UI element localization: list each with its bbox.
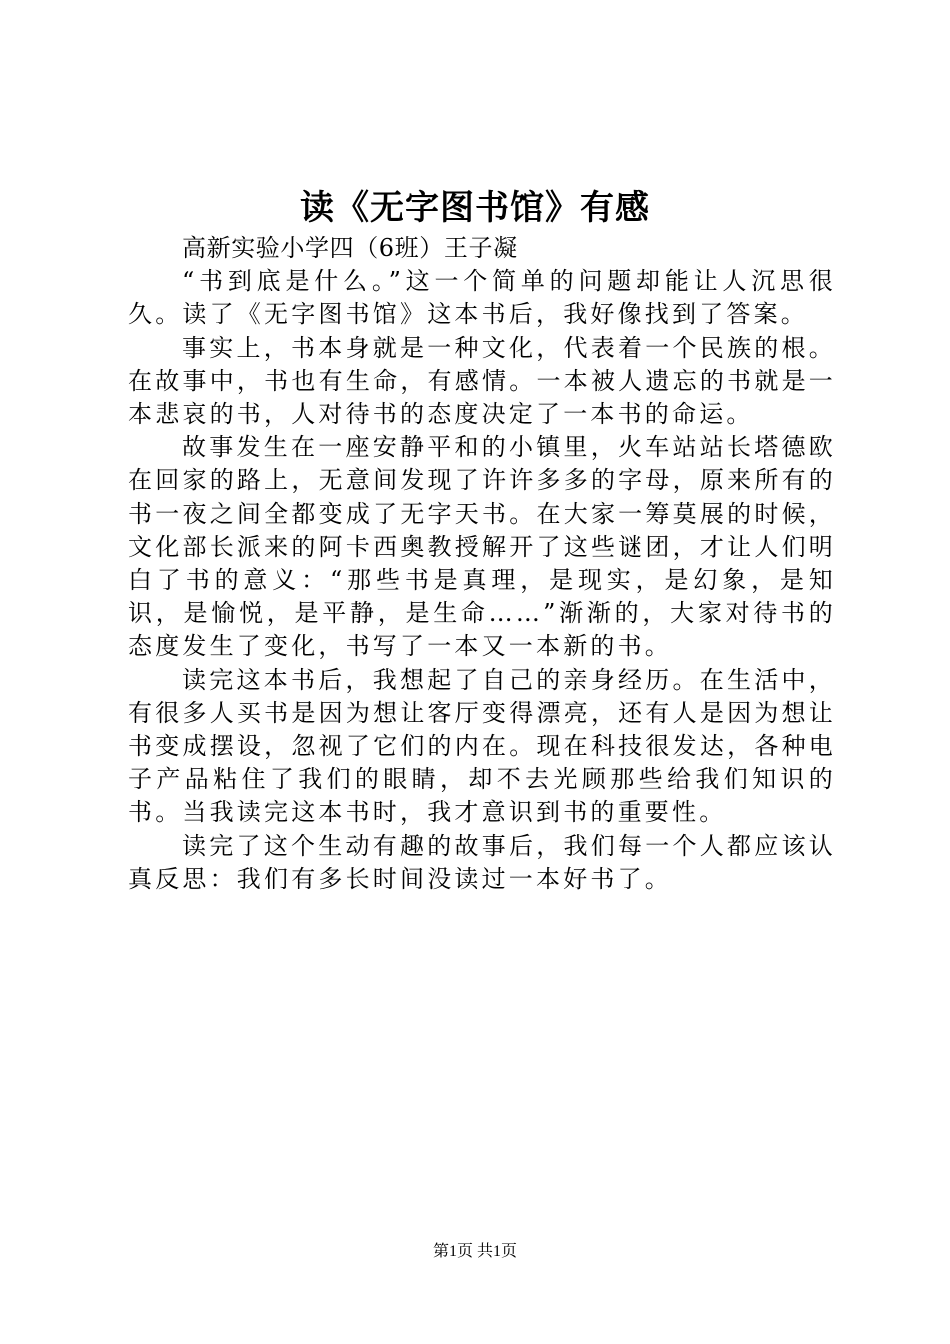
paragraph: 事实上，书本身就是一种文化，代表着一个民族的根。在故事中，书也有生命，有感情。一本被人遗忘的书就是一本悲哀的书，人对待书的态度决定了一本书的命运。 bbox=[128, 333, 836, 429]
paragraph: 读完了这个生动有趣的故事后，我们每一个人都应该认真反思：我们有多长时间没读过一本好书了。 bbox=[128, 831, 836, 893]
paragraph: “书到底是什么。”这一个简单的问题却能让人沉思很久。读了《无字图书馆》这本书后，我好像找到了答案。 bbox=[128, 267, 836, 329]
author-line: 高新实验小学四（6班）王子凝 bbox=[182, 234, 518, 262]
page-footer: 第1页 共1页 bbox=[432, 1243, 517, 1260]
document-title: 读《无字图书馆》有感 bbox=[300, 188, 650, 228]
paragraph: 故事发生在一座安静平和的小镇里，火车站站长塔德欧在回家的路上，无意间发现了许许多多的字母，原来所有的书一夜之间全都变成了无字天书。在大家一筹莫展的时候，文化部长派来的阿卡西奥教授解开了这些谜团，才让人们明白了书的意义：“那些书是真理，是现实，是幻象，是知识，是愉悦，是平静，是生命……”渐渐的，大家对待书的态度发生了变化，书写了一本又一本新的书。 bbox=[128, 433, 836, 661]
document-body bbox=[128, 232, 836, 896]
paragraph: 读完这本书后，我想起了自己的亲身经历。在生活中，有很多人买书是因为想让客厅变得漂亮，还有人是因为想让书变成摆设，忽视了它们的内在。现在科技很发达，各种电子产品粘住了我们的眼睛，却不去光顾那些给我们知识的书。当我读完这本书时，我才意识到书的重要性。 bbox=[128, 665, 836, 827]
